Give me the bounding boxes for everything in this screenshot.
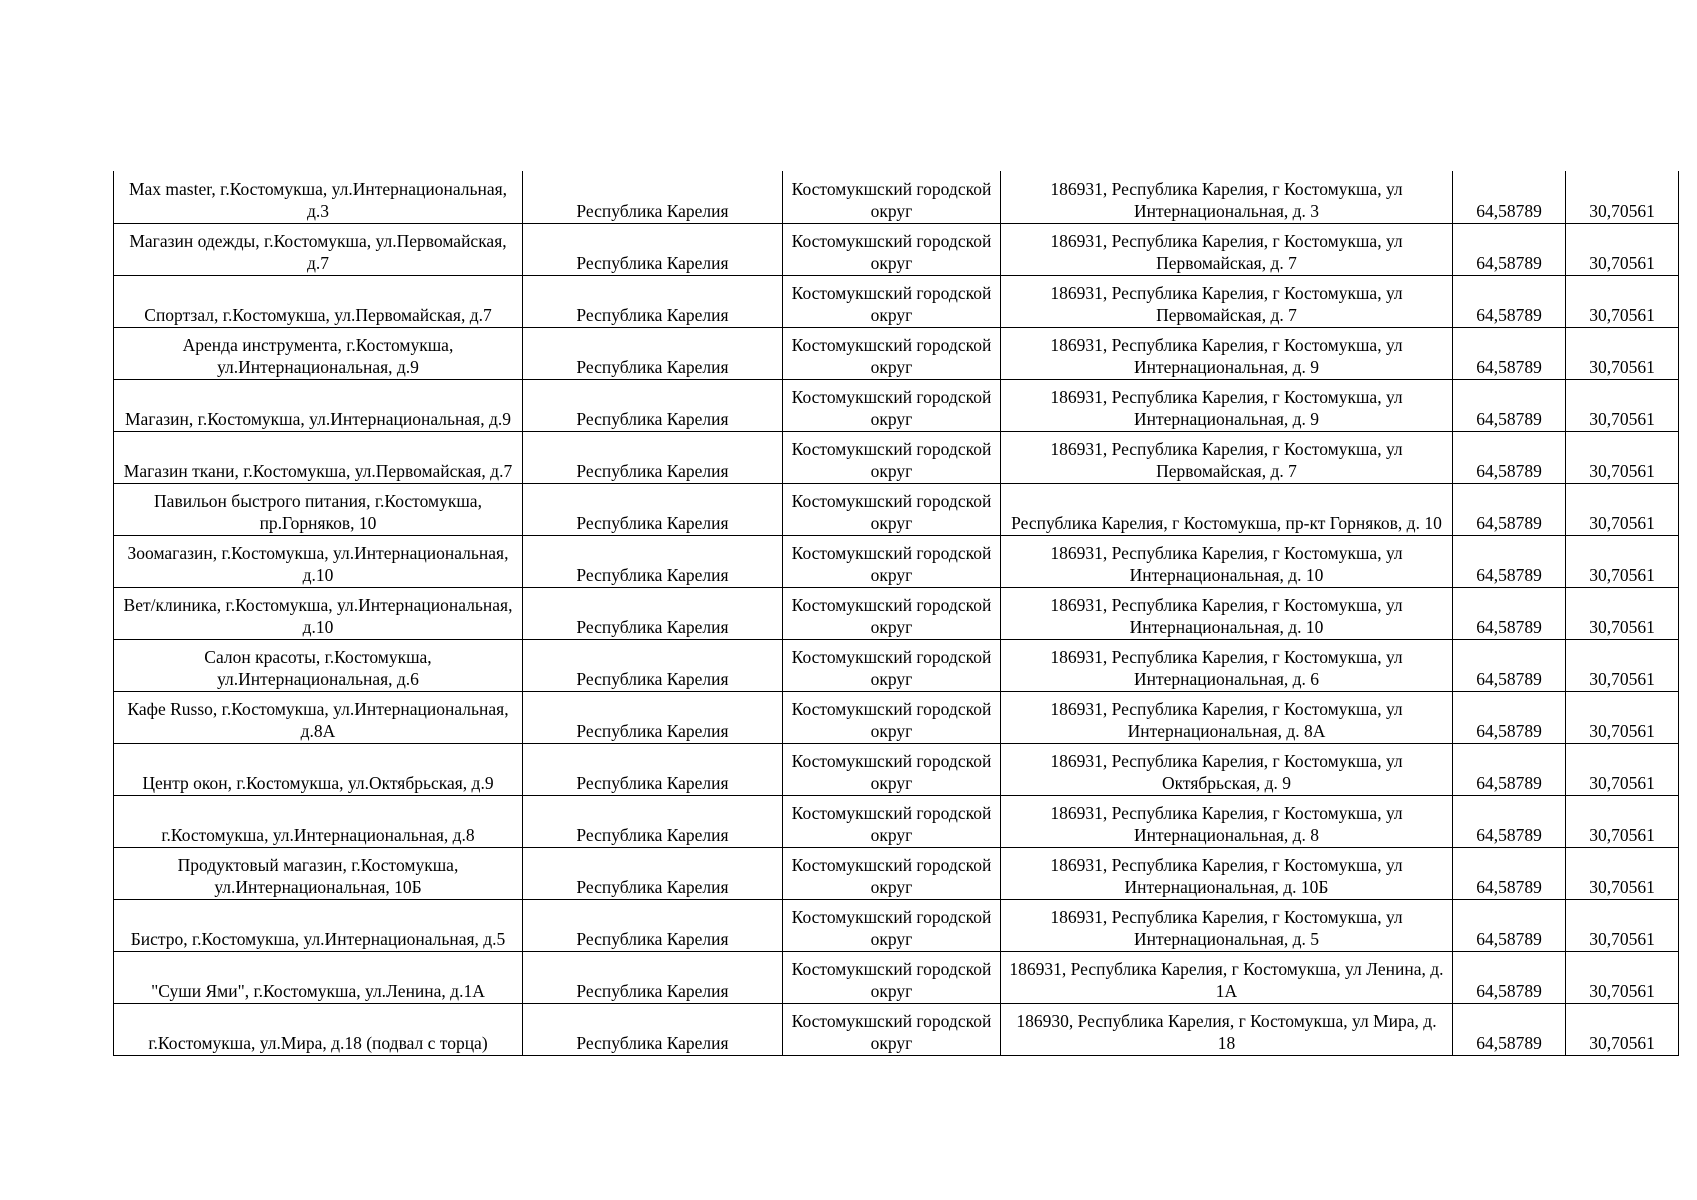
district-cell: Костомукшский городской округ	[783, 223, 1001, 275]
longitude-cell: 30,70561	[1566, 1003, 1679, 1055]
location-name-cell: Вет/клиника, г.Костомукша, ул.Интернациональная, д.10	[114, 587, 523, 639]
latitude-cell: 64,58789	[1453, 691, 1566, 743]
table-body	[114, 171, 1679, 1055]
address-cell: 186931, Республика Карелия, г Костомукша, ул Интернациональная, д. 6	[1001, 639, 1453, 691]
region-cell: Республика Карелия	[523, 327, 783, 379]
region-cell: Республика Карелия	[523, 587, 783, 639]
district-cell: Костомукшский городской округ	[783, 1003, 1001, 1055]
address-cell: 186931, Республика Карелия, г Костомукша, ул Ленина, д. 1А	[1001, 951, 1453, 1003]
address-cell: 186931, Республика Карелия, г Костомукша, ул Интернациональная, д. 9	[1001, 379, 1453, 431]
district-cell: Костомукшский городской округ	[783, 639, 1001, 691]
address-cell: 186931, Республика Карелия, г Костомукша, ул Интернациональная, д. 8	[1001, 795, 1453, 847]
latitude-cell: 64,58789	[1453, 483, 1566, 535]
longitude-cell: 30,70561	[1566, 691, 1679, 743]
district-cell: Костомукшский городской округ	[783, 379, 1001, 431]
table-row	[114, 847, 1679, 899]
address-cell: 186931, Республика Карелия, г Костомукша, ул Интернациональная, д. 10Б	[1001, 847, 1453, 899]
location-name-cell: Магазин ткани, г.Костомукша, ул.Первомайская, д.7	[114, 431, 523, 483]
table-row	[114, 951, 1679, 1003]
longitude-cell: 30,70561	[1566, 639, 1679, 691]
region-cell: Республика Карелия	[523, 223, 783, 275]
longitude-cell: 30,70561	[1566, 795, 1679, 847]
latitude-cell: 64,58789	[1453, 535, 1566, 587]
address-cell: 186931, Республика Карелия, г Костомукша, ул Интернациональная, д. 10	[1001, 587, 1453, 639]
location-name-cell: г.Костомукша, ул.Интернациональная, д.8	[114, 795, 523, 847]
longitude-cell: 30,70561	[1566, 483, 1679, 535]
location-name-cell: Магазин, г.Костомукша, ул.Интернациональная, д.9	[114, 379, 523, 431]
district-cell: Костомукшский городской округ	[783, 483, 1001, 535]
district-cell: Костомукшский городской округ	[783, 327, 1001, 379]
longitude-cell: 30,70561	[1566, 379, 1679, 431]
district-cell: Костомукшский городской округ	[783, 535, 1001, 587]
table-row	[114, 171, 1679, 223]
address-cell: 186931, Республика Карелия, г Костомукша, ул Интернациональная, д. 8А	[1001, 691, 1453, 743]
region-cell: Республика Карелия	[523, 743, 783, 795]
latitude-cell: 64,58789	[1453, 587, 1566, 639]
region-cell: Республика Карелия	[523, 379, 783, 431]
location-name-cell: г.Костомукша, ул.Мира, д.18 (подвал с торца)	[114, 1003, 523, 1055]
latitude-cell: 64,58789	[1453, 223, 1566, 275]
latitude-cell: 64,58789	[1453, 379, 1566, 431]
district-cell: Костомукшский городской округ	[783, 275, 1001, 327]
table-row	[114, 587, 1679, 639]
latitude-cell: 64,58789	[1453, 743, 1566, 795]
address-cell: Республика Карелия, г Костомукша, пр-кт Горняков, д. 10	[1001, 483, 1453, 535]
table-row	[114, 743, 1679, 795]
location-name-cell: Павильон быстрого питания, г.Костомукша, пр.Горняков, 10	[114, 483, 523, 535]
location-name-cell: Max master, г.Костомукша, ул.Интернациональная, д.3	[114, 171, 523, 223]
latitude-cell: 64,58789	[1453, 327, 1566, 379]
location-name-cell: Аренда инструмента, г.Костомукша, ул.Интернациональная, д.9	[114, 327, 523, 379]
location-name-cell: Центр окон, г.Костомукша, ул.Октябрьская, д.9	[114, 743, 523, 795]
location-name-cell: Салон красоты, г.Костомукша, ул.Интернациональная, д.6	[114, 639, 523, 691]
longitude-cell: 30,70561	[1566, 847, 1679, 899]
address-cell: 186931, Республика Карелия, г Костомукша, ул Октябрьская, д. 9	[1001, 743, 1453, 795]
latitude-cell: 64,58789	[1453, 275, 1566, 327]
location-name-cell: Спортзал, г.Костомукша, ул.Первомайская, д.7	[114, 275, 523, 327]
region-cell: Республика Карелия	[523, 483, 783, 535]
table-row	[114, 639, 1679, 691]
table-row	[114, 223, 1679, 275]
longitude-cell: 30,70561	[1566, 535, 1679, 587]
latitude-cell: 64,58789	[1453, 171, 1566, 223]
address-cell: 186930, Республика Карелия, г Костомукша, ул Мира, д. 18	[1001, 1003, 1453, 1055]
region-cell: Республика Карелия	[523, 431, 783, 483]
address-cell: 186931, Республика Карелия, г Костомукша, ул Первомайская, д. 7	[1001, 275, 1453, 327]
region-cell: Республика Карелия	[523, 847, 783, 899]
latitude-cell: 64,58789	[1453, 951, 1566, 1003]
longitude-cell: 30,70561	[1566, 223, 1679, 275]
longitude-cell: 30,70561	[1566, 327, 1679, 379]
longitude-cell: 30,70561	[1566, 275, 1679, 327]
district-cell: Костомукшский городской округ	[783, 691, 1001, 743]
table-row	[114, 899, 1679, 951]
location-name-cell: "Суши Ями", г.Костомукша, ул.Ленина, д.1А	[114, 951, 523, 1003]
district-cell: Костомукшский городской округ	[783, 587, 1001, 639]
address-cell: 186931, Республика Карелия, г Костомукша, ул Интернациональная, д. 9	[1001, 327, 1453, 379]
district-cell: Костомукшский городской округ	[783, 951, 1001, 1003]
latitude-cell: 64,58789	[1453, 847, 1566, 899]
address-cell: 186931, Республика Карелия, г Костомукша, ул Первомайская, д. 7	[1001, 223, 1453, 275]
region-cell: Республика Карелия	[523, 1003, 783, 1055]
region-cell: Республика Карелия	[523, 899, 783, 951]
table-row	[114, 275, 1679, 327]
longitude-cell: 30,70561	[1566, 951, 1679, 1003]
district-cell: Костомукшский городской округ	[783, 899, 1001, 951]
locations-table	[113, 171, 1679, 1056]
region-cell: Республика Карелия	[523, 171, 783, 223]
district-cell: Костомукшский городской округ	[783, 795, 1001, 847]
location-name-cell: Продуктовый магазин, г.Костомукша, ул.Интернациональная, 10Б	[114, 847, 523, 899]
address-cell: 186931, Республика Карелия, г Костомукша, ул Первомайская, д. 7	[1001, 431, 1453, 483]
district-cell: Костомукшский городской округ	[783, 847, 1001, 899]
longitude-cell: 30,70561	[1566, 587, 1679, 639]
table-row	[114, 431, 1679, 483]
address-cell: 186931, Республика Карелия, г Костомукша, ул Интернациональная, д. 10	[1001, 535, 1453, 587]
table-row	[114, 535, 1679, 587]
address-cell: 186931, Республика Карелия, г Костомукша, ул Интернациональная, д. 5	[1001, 899, 1453, 951]
table-row	[114, 379, 1679, 431]
latitude-cell: 64,58789	[1453, 1003, 1566, 1055]
district-cell: Костомукшский городской округ	[783, 743, 1001, 795]
table-row	[114, 327, 1679, 379]
region-cell: Республика Карелия	[523, 275, 783, 327]
region-cell: Республика Карелия	[523, 795, 783, 847]
location-name-cell: Бистро, г.Костомукша, ул.Интернациональная, д.5	[114, 899, 523, 951]
location-name-cell: Кафе Russo, г.Костомукша, ул.Интернациональная, д.8А	[114, 691, 523, 743]
table-row	[114, 1003, 1679, 1055]
latitude-cell: 64,58789	[1453, 431, 1566, 483]
region-cell: Республика Карелия	[523, 639, 783, 691]
longitude-cell: 30,70561	[1566, 431, 1679, 483]
latitude-cell: 64,58789	[1453, 899, 1566, 951]
latitude-cell: 64,58789	[1453, 639, 1566, 691]
longitude-cell: 30,70561	[1566, 171, 1679, 223]
table-row	[114, 483, 1679, 535]
region-cell: Республика Карелия	[523, 535, 783, 587]
latitude-cell: 64,58789	[1453, 795, 1566, 847]
longitude-cell: 30,70561	[1566, 899, 1679, 951]
district-cell: Костомукшский городской округ	[783, 431, 1001, 483]
address-cell: 186931, Республика Карелия, г Костомукша, ул Интернациональная, д. 3	[1001, 171, 1453, 223]
location-name-cell: Зоомагазин, г.Костомукша, ул.Интернациональная, д.10	[114, 535, 523, 587]
region-cell: Республика Карелия	[523, 951, 783, 1003]
table-row	[114, 795, 1679, 847]
region-cell: Республика Карелия	[523, 691, 783, 743]
longitude-cell: 30,70561	[1566, 743, 1679, 795]
location-name-cell: Магазин одежды, г.Костомукша, ул.Первомайская, д.7	[114, 223, 523, 275]
district-cell: Костомукшский городской округ	[783, 171, 1001, 223]
table-row	[114, 691, 1679, 743]
